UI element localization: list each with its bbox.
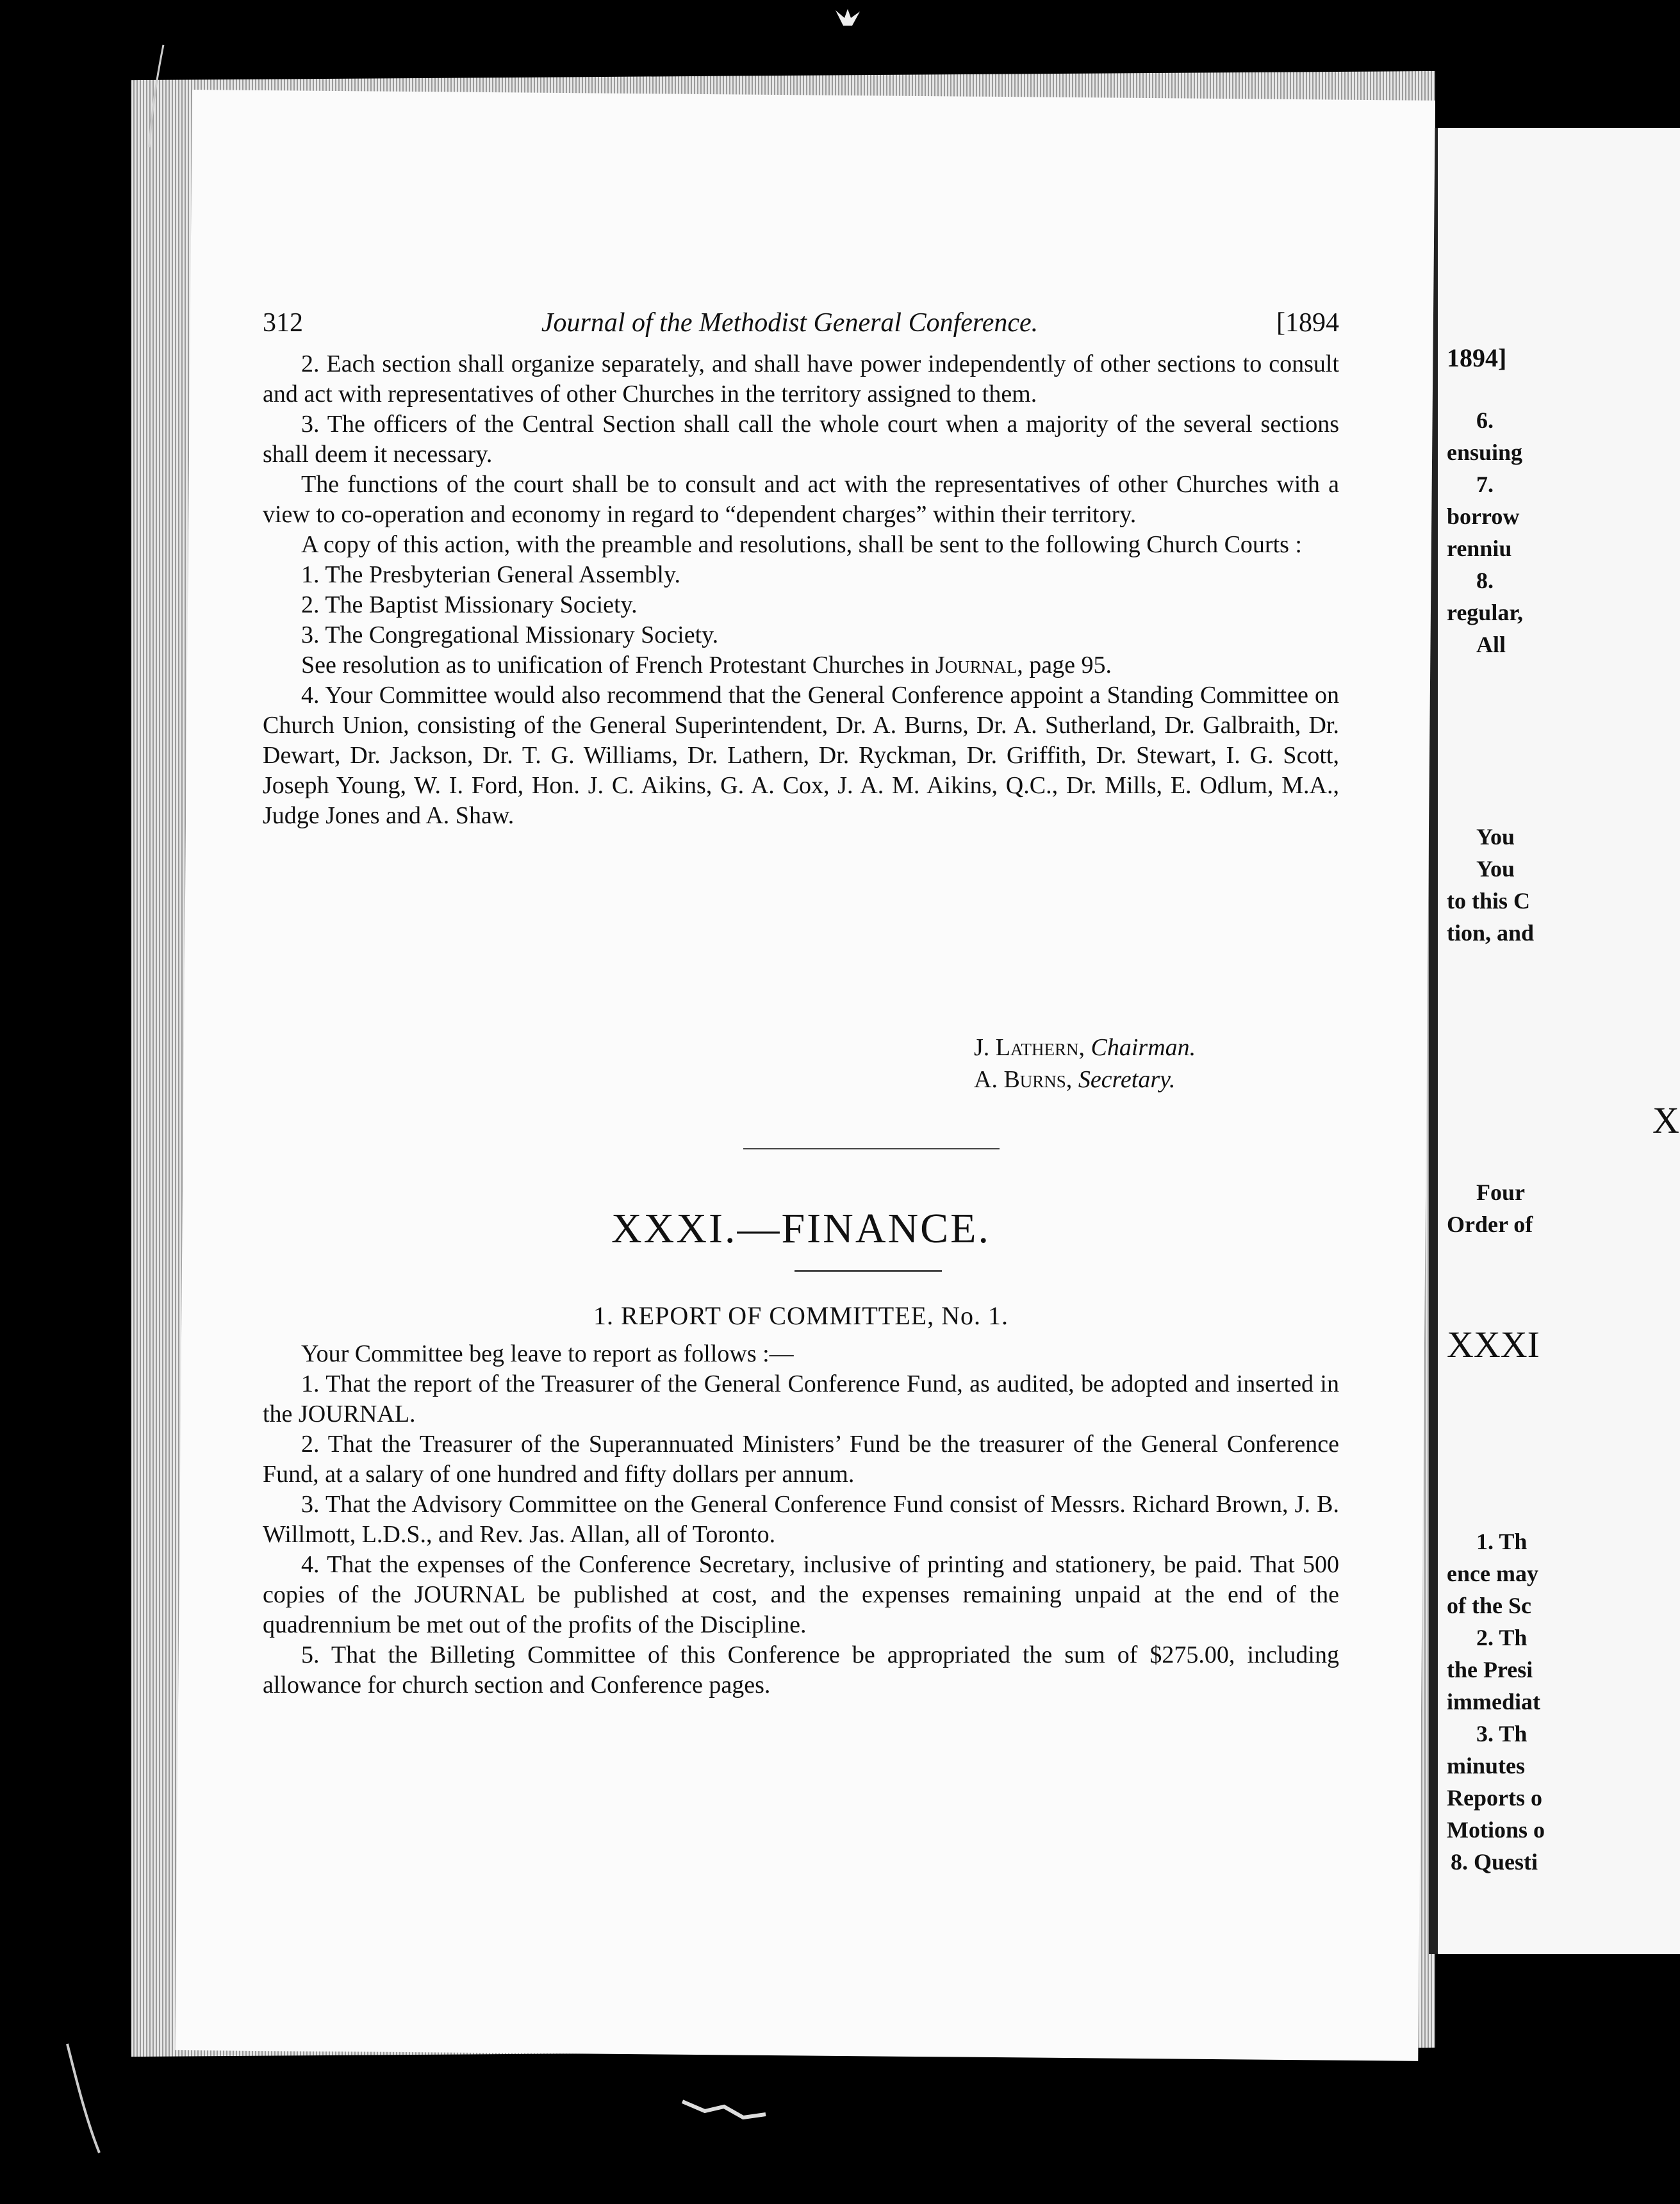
paragraph: 2. Each section shall organize separately, and shall have power independently of other sections to consult and act with representatives of other Churches in the territory assigned to them. [263, 350, 1339, 407]
facing-page-line: 1894] [1447, 343, 1507, 372]
page-number: 312 [263, 308, 303, 338]
facing-page-line: of the Sc [1447, 1593, 1531, 1618]
facing-page-line: minutes [1447, 1753, 1526, 1779]
facing-page-line: 8. [1476, 568, 1494, 593]
facing-page-line: ence may [1447, 1561, 1538, 1586]
facing-page-line: ensuing [1447, 440, 1523, 465]
facing-page-line: 8. Questi [1451, 1849, 1538, 1875]
facing-page-line: 2. Th [1476, 1625, 1528, 1650]
running-head [263, 308, 1339, 338]
scan-artifact-line [144, 45, 170, 147]
paragraph: Your Committee beg leave to report as follows :— [301, 1340, 794, 1367]
section-title: XXXI.—FINANCE. [611, 1205, 991, 1252]
facing-page-line: 7. [1476, 472, 1494, 497]
facing-page-line: You [1476, 824, 1515, 850]
paragraph [263, 650, 1339, 680]
facing-page-line: Reports o [1447, 1785, 1542, 1811]
report-title: 1. REPORT OF COMMITTEE, No. 1. [593, 1301, 1009, 1330]
signatory-role: Secretary. [1078, 1066, 1176, 1093]
journal-reference: Journal [935, 652, 1017, 678]
facing-page-line: Motions o [1447, 1817, 1545, 1843]
facing-page [1429, 128, 1680, 1954]
resolution-item: 4. That the expenses of the Conference Secretary, inclusive of printing and stationery, be paid. That 500 copies of the JOURNAL be published at cost, and the expenses remaining unpaid at the end of the quadrennium be met out of the profits of the Discipline. [263, 1551, 1339, 1638]
paragraph: 3. The officers of the Central Section shall call the whole court when a majority of the several sections shall deem it necessary. [263, 411, 1339, 468]
list-item: 2. The Baptist Missionary Society. [301, 591, 638, 618]
church-union-text [263, 349, 1339, 831]
list-item: 1. The Presbyterian General Assembly. [301, 561, 681, 588]
facing-page-line: XXXI [1447, 1324, 1540, 1365]
resolution-text: See resolution as to unification of French Protestant Churches in [301, 652, 930, 678]
facing-page-line: Four [1476, 1180, 1525, 1205]
facing-page-line: 3. Th [1476, 1721, 1528, 1747]
facing-page-line: the Presi [1447, 1657, 1533, 1682]
resolution-item: 5. That the Billeting Committee of this Conference be appropriated the sum of $275.00, including allowance for church section and Conference pages. [263, 1641, 1339, 1698]
facing-page-line: X [1652, 1099, 1679, 1141]
facing-page-line: borrow [1447, 504, 1520, 529]
facing-page-line: immediat [1447, 1689, 1540, 1715]
facing-page-line: renniu [1447, 536, 1512, 561]
signatory-name: J. Lathern, [974, 1034, 1085, 1061]
scan-artifact-mark [833, 6, 862, 32]
signatory-name: A. Burns, [974, 1066, 1073, 1093]
section-divider [743, 1148, 1000, 1149]
paragraph: 4. Your Committee would also recommend that the General Conference appoint a Standing Committee on Church Union, consisting of the General Superintendent, Dr. A. Burns, Dr. A. Sutherland, Dr. Galbraith, Dr. Dewart, Dr. Jackson, Dr. T. G. Williams, Dr. Lathern, Dr. Ryckman, Dr. Griffith, Dr. Stewart, I. G. Scott, Joseph Young, W. I. Ford, Hon. J. C. Aikins, G. A. Cox, J. A. M. Aikins, Q.C., Dr. Mills, E. Odlum, M.A., Judge Jones and A. Shaw. [263, 682, 1339, 829]
paragraph: The functions of the court shall be to consult and act with the representatives of other Churches with a view to co-operation and economy in regard to “dependent charges” within their territory. [263, 471, 1339, 528]
signature-block [974, 1032, 1196, 1096]
signatory-role: Chairman. [1091, 1034, 1196, 1061]
facing-page-line: tion, and [1447, 920, 1535, 946]
page-reference: , page 95. [1017, 652, 1112, 678]
facing-page-line: 1. Th [1476, 1529, 1528, 1554]
facing-page-line: Order of [1447, 1212, 1533, 1237]
finance-report-text [263, 1339, 1339, 1700]
header-year: [1894 [1276, 308, 1339, 338]
facing-page-line: regular, [1447, 600, 1524, 625]
list-item: 3. The Congregational Missionary Society. [301, 621, 719, 648]
resolution-item: 2. That the Treasurer of the Superannuated Ministers’ Fund be the treasurer of the General Conference Fund, at a salary of one hundred and fifty dollars per annum. [263, 1431, 1339, 1488]
signature-line [974, 1064, 1196, 1096]
resolution-item: 1. That the report of the Treasurer of the General Conference Fund, as audited, be adopted and inserted in the JOURNAL. [263, 1370, 1339, 1427]
facing-page-line: 6. [1476, 407, 1494, 433]
scan-artifact-mark [679, 2095, 769, 2127]
resolution-item: 3. That the Advisory Committee on the General Conference Fund consist of Messrs. Richard Brown, J. B. Willmott, L.D.S., and Rev. Jas. Allan, all of Toronto. [263, 1491, 1339, 1548]
facing-page-line: to this C [1447, 888, 1531, 914]
facing-page-line: All [1476, 632, 1506, 657]
journal-title: Journal of the Methodist General Conference. [541, 308, 1039, 338]
facing-page-line: You [1476, 856, 1515, 882]
heading-divider [795, 1270, 942, 1272]
signature-line [974, 1032, 1196, 1064]
scan-artifact-line [64, 2044, 103, 2153]
paragraph: A copy of this action, with the preamble and resolutions, shall be sent to the following Church Courts : [301, 531, 1302, 558]
